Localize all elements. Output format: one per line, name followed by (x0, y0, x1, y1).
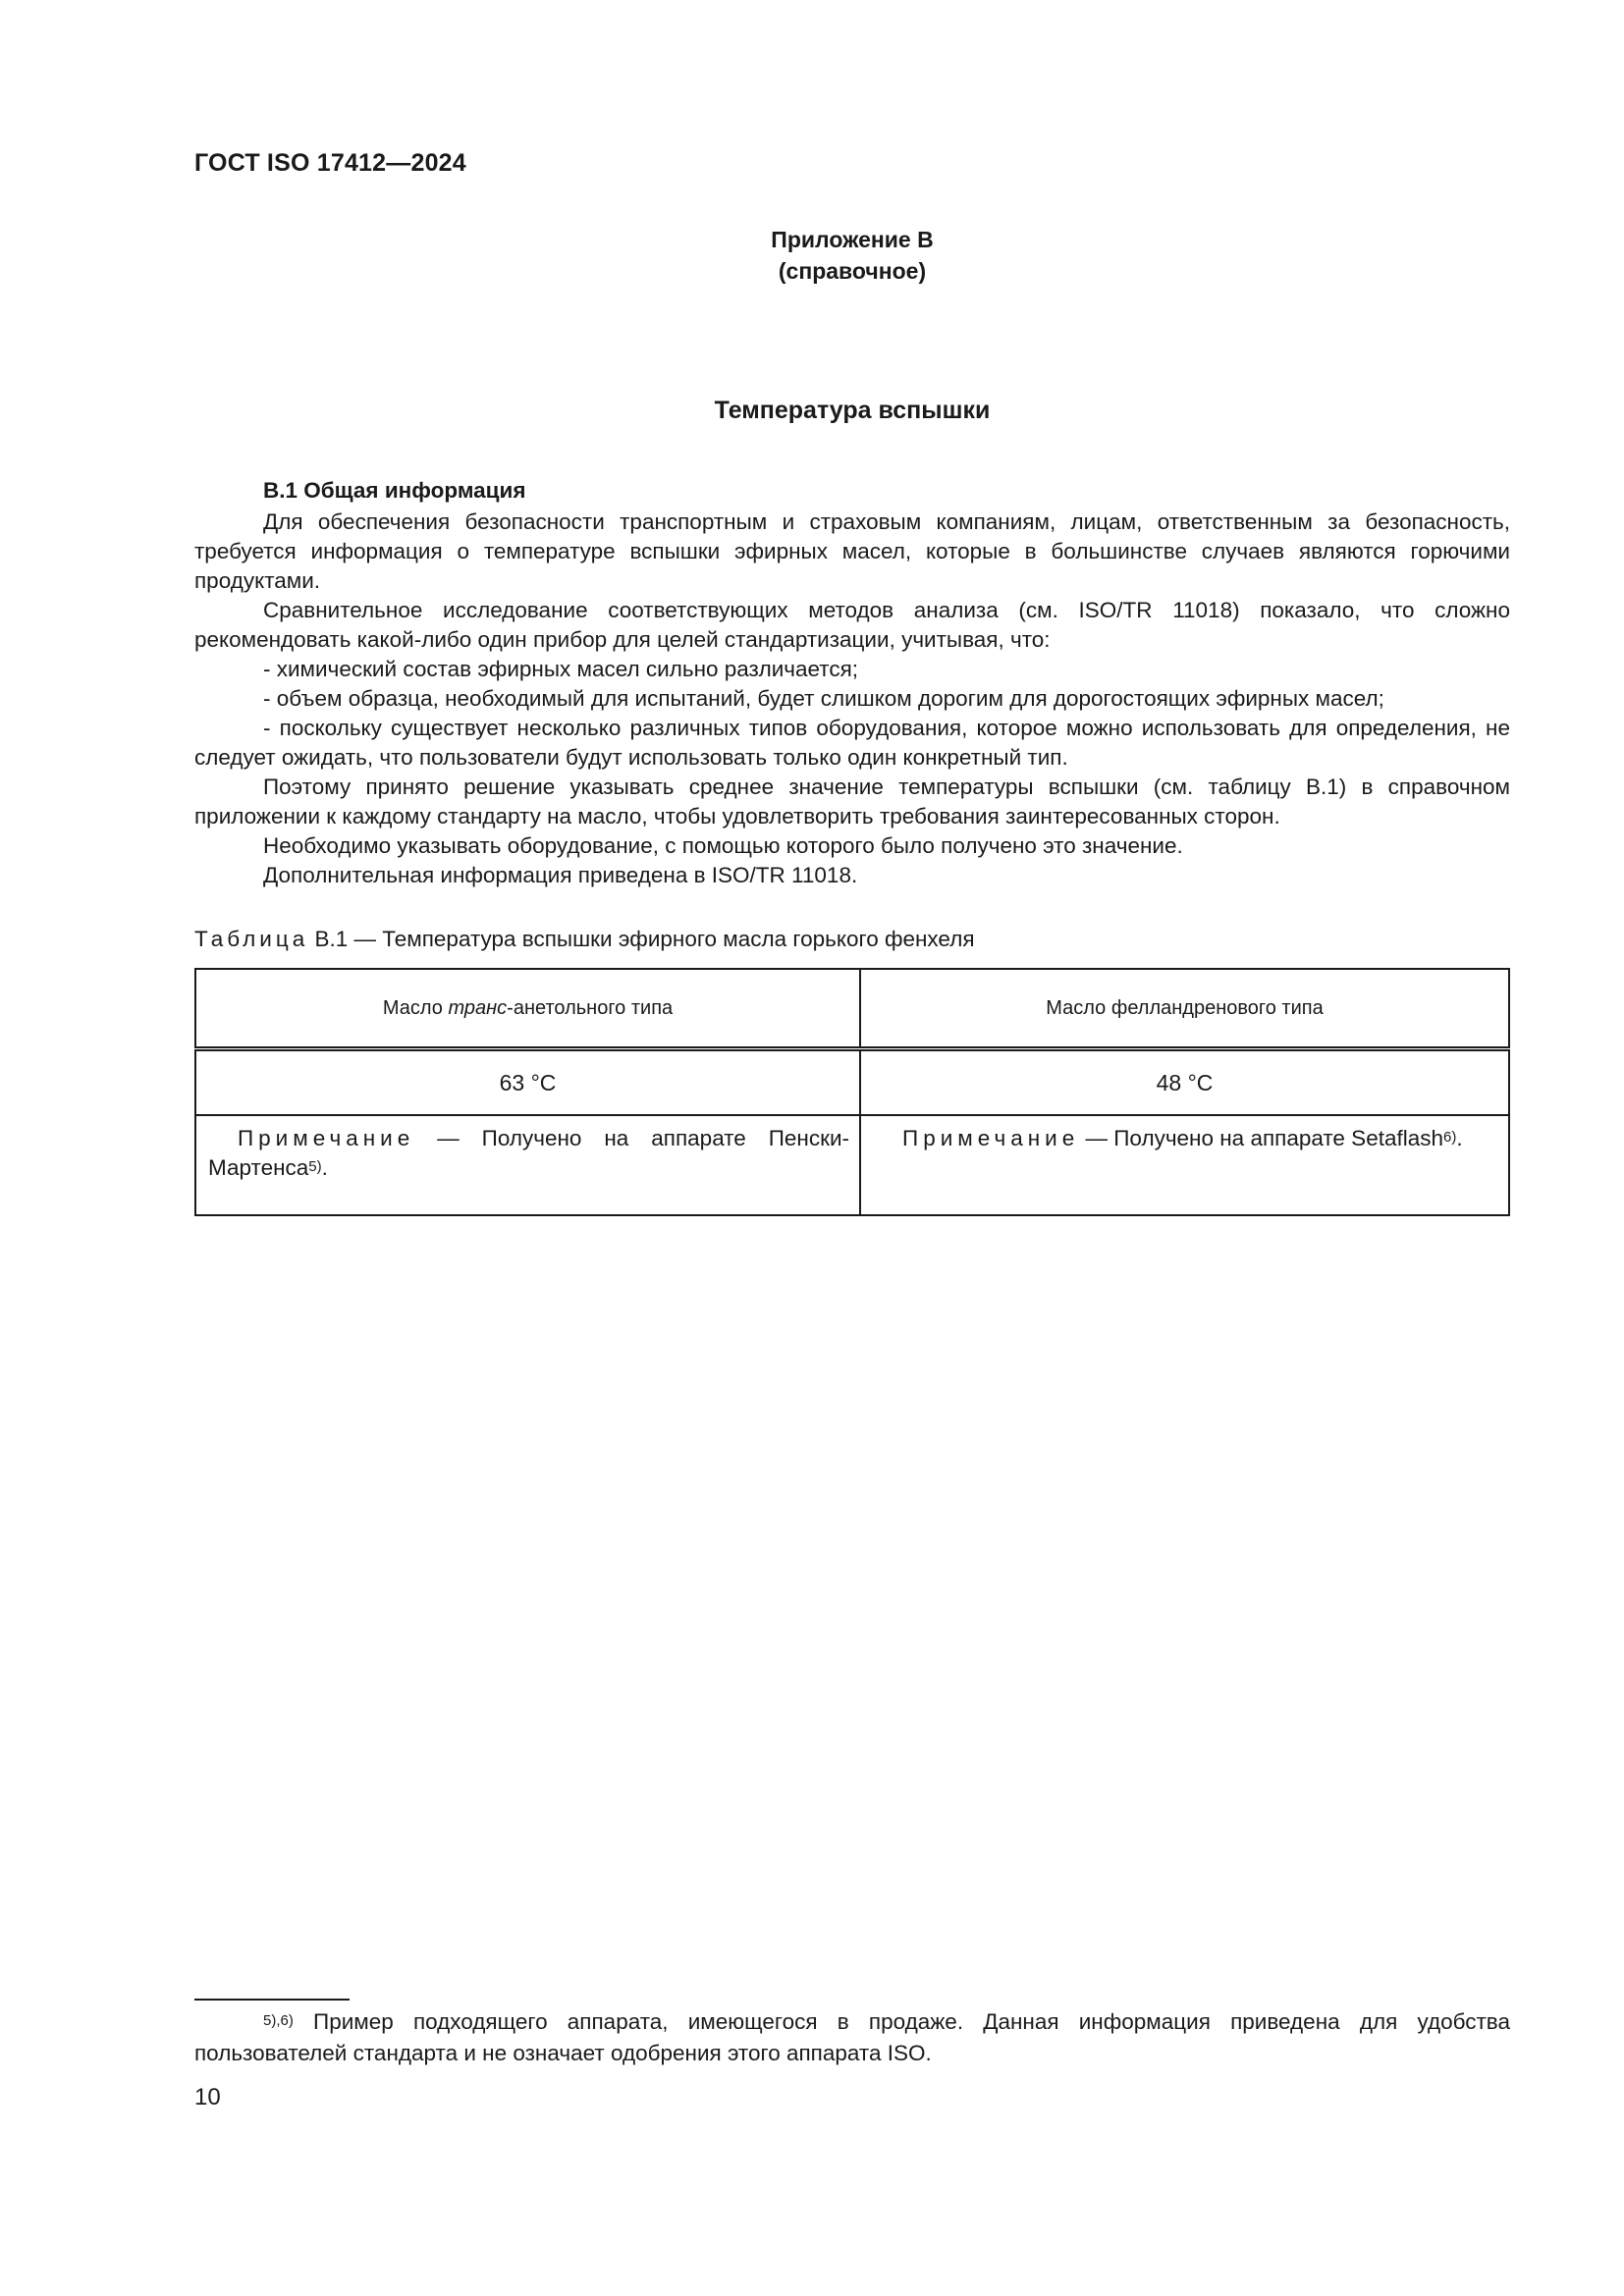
paragraph-4: Необходимо указывать оборудование, с помощью которого было получено это значение. (263, 833, 1183, 858)
page-number: 10 (194, 2084, 221, 2110)
section-heading: В.1 Общая информация (263, 478, 526, 503)
list-item-1: - химический состав эфирных масел сильно различается; (263, 657, 859, 681)
value-trans-anethole: 63 °C (195, 1049, 860, 1116)
note-phellandrene: Примечание — Получено на аппарате Setaflash$^{6)}$. (860, 1115, 1509, 1215)
paragraph-2: Сравнительное исследование соответствующих методов анализа (см. ISO/TR 11018) показало, что сложно рекомендовать какой-либо один прибор для целей стандартизации, учитывая, что: (194, 598, 1510, 652)
annex-status: (справочное) (778, 258, 927, 284)
document-id-header: ГОСТ ISO 17412—2024 (194, 149, 466, 177)
note-trans-anethole: Примечание — Получено на аппарате Пенски-Мартенса$^{5)}$. (195, 1115, 860, 1215)
list-item-3: - поскольку существует несколько различных типов оборудования, которое можно использовать для определения, не следует ожидать, что пользователи будут использовать только один конкретный тип. (194, 716, 1510, 770)
table-value-row (195, 1049, 1509, 1116)
annex-title-block (194, 224, 1510, 287)
paragraph-5: Дополнительная информация приведена в ISO/TR 11018. (263, 863, 858, 887)
table-header-row (195, 969, 1509, 1049)
annex-heading: Температура вспышки (714, 397, 991, 424)
list-item-2: - объем образца, необходимый для испытаний, будет слишком дорогим для дорогостоящих эфирных масел; (263, 686, 1384, 711)
table-note-row (195, 1115, 1509, 1215)
footnote-separator (194, 1999, 350, 2001)
table-caption-label: Таблица (194, 927, 309, 951)
annex-label: Приложение В (771, 227, 934, 252)
footnote-text: Пример подходящего аппарата, имеющегося в продаже. Данная информация приведена для удобства пользователей стандарта и не означает одобрения этого аппарата ISO. (194, 2009, 1510, 2065)
section-body (194, 476, 1510, 890)
table-caption-text: В.1 — Температура вспышки эфирного масла горького фенхеля (314, 927, 975, 951)
footnote-marker: 5),6) (263, 2012, 294, 2029)
column-header-phellandrene: Масло фелландренового типа (860, 969, 1509, 1049)
flash-point-table (194, 968, 1510, 1216)
paragraph-1: Для обеспечения безопасности транспортным и страховым компаниям, лицам, ответственным за безопасность, требуется информация о температуре вспышки эфирных масел, которые в большинстве случаев являются горючими продуктами. (194, 509, 1510, 593)
value-phellandrene: 48 °C (860, 1049, 1509, 1116)
table-caption (194, 925, 975, 954)
column-header-trans-anethole: Масло транс-анетольного типа (195, 969, 860, 1049)
paragraph-3: Поэтому принято решение указывать среднее значение температуры вспышки (см. таблицу В.1) в справочном приложении к каждому стандарту на масло, чтобы удовлетворить требования заинтересованных сторон. (194, 774, 1510, 828)
footnote (194, 2006, 1510, 2069)
